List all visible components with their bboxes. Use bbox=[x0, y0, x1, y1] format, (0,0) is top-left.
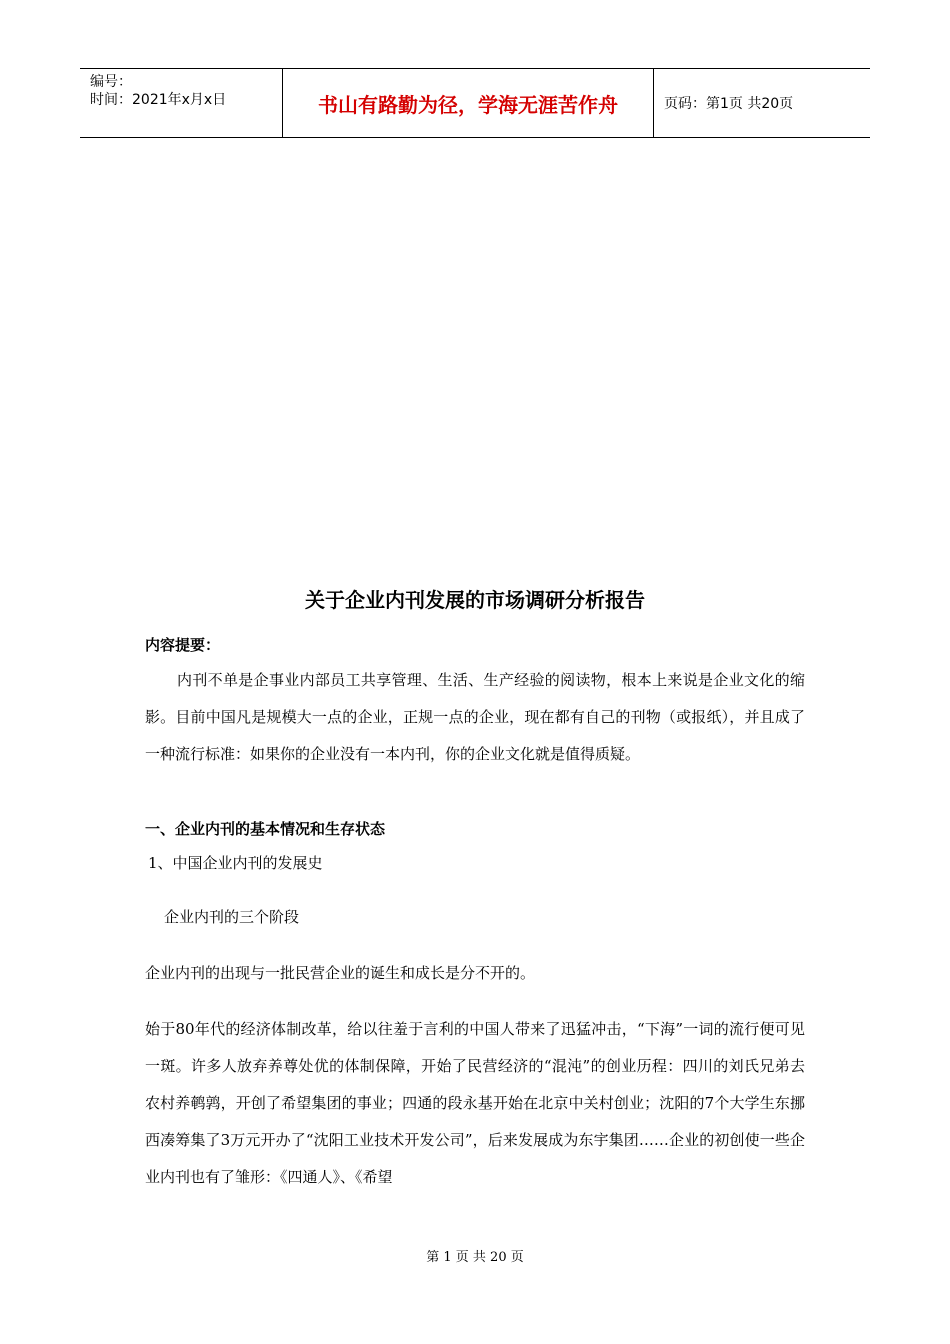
header-page-info: 页码：第1页 共20页 bbox=[664, 96, 794, 112]
header-meta bbox=[80, 69, 282, 137]
subsection-heading: 1、中国企业内刊的发展史 bbox=[148, 854, 323, 872]
section-heading: 一、企业内刊的基本情况和生存状态 bbox=[145, 820, 386, 838]
document-header bbox=[80, 68, 870, 138]
document-title: 关于企业内刊发展的市场调研分析报告 bbox=[305, 588, 645, 612]
origin-paragraph: 企业内刊的出现与一批民营企业的诞生和成长是分不开的。 bbox=[145, 964, 536, 982]
history-paragraph: 始于80年代的经济体制改革，给以往羞于言利的中国人带来了迅猛冲击，“下海”一词的流行便可见一斑。许多人放弃养尊处优的体制保障，开始了民营经济的“混沌”的创业历程：四川的刘氏兄弟去农村养鹌鹑，开创了希望集团的事业；四通的段永基开始在北京中关村创业；沈阳的7个大学生东挪西凑筹集了3万元开办了“沈阳工业技术开发公司”，后来发展成为东宇集团……企业的初创使一些企业内刊也有了雏形：《四通人》、《希望 bbox=[145, 1020, 805, 1186]
number-label: 编号： bbox=[90, 74, 132, 90]
page-footer: 第 1 页 共 20 页 bbox=[426, 1250, 524, 1265]
summary-paragraph: 内刊不单是企事业内部员工共享管理、生活、生产经验的阅读物，根本上来说是企业文化的缩影。目前中国凡是规模大一点的企业，正规一点的企业，现在都有自己的刊物（或报纸），并且成了一种流行标准：如果你的企业没有一本内刊，你的企业文化就是值得质疑。 bbox=[145, 671, 805, 763]
stages-heading: 企业内刊的三个阶段 bbox=[164, 908, 300, 926]
time-label: 时间：2021年x月x日 bbox=[90, 92, 227, 108]
header-motto: 书山有路勤为径，学海无涯苦作舟 bbox=[282, 69, 654, 137]
summary-label: 内容提要： bbox=[145, 636, 221, 654]
